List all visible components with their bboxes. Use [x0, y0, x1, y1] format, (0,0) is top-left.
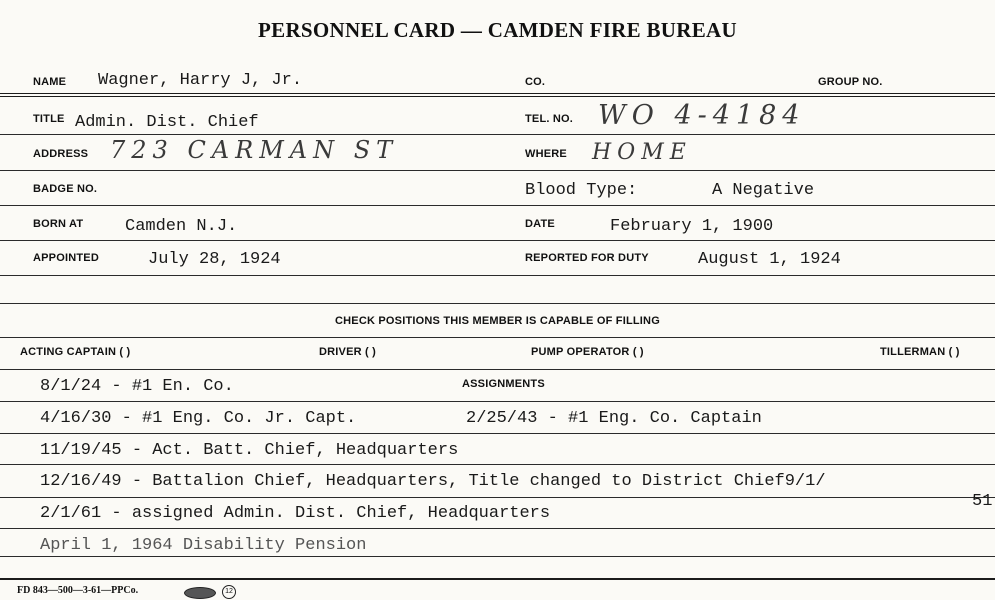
birth-date-value: February 1, 1900	[610, 217, 774, 236]
rule	[0, 275, 995, 276]
born-at-value: Camden N.J.	[125, 217, 238, 236]
printer-logo-icon	[184, 587, 216, 599]
where-value: HOME	[592, 140, 692, 165]
blood-type-label: Blood Type:	[525, 181, 638, 200]
pump-operator-checkbox: PUMP OPERATOR ( )	[531, 346, 644, 358]
badge-no-label: BADGE NO.	[33, 183, 98, 195]
rule	[0, 401, 995, 402]
blood-type-value: A Negative	[712, 181, 815, 200]
rule	[0, 134, 995, 135]
assignment-entry: 11/19/45 - Act. Batt. Chief, Headquarters	[40, 441, 459, 460]
rule	[0, 240, 995, 241]
reported-for-duty-label: REPORTED FOR DUTY	[525, 252, 649, 264]
title-value: Admin. Dist. Chief	[75, 113, 259, 132]
rule	[0, 170, 995, 171]
co-label: CO.	[525, 76, 546, 88]
rule	[0, 578, 995, 580]
appointed-label: APPOINTED	[33, 252, 99, 264]
driver-checkbox: DRIVER ( )	[319, 346, 376, 358]
rule	[0, 93, 995, 94]
union-label-icon: 12	[222, 585, 236, 599]
rule	[0, 528, 995, 529]
rule	[0, 205, 995, 206]
where-label: WHERE	[525, 148, 567, 160]
group-no-label: GROUP NO.	[818, 76, 883, 88]
rule	[0, 464, 995, 465]
acting-captain-checkbox: ACTING CAPTAIN ( )	[20, 346, 131, 358]
tillerman-checkbox: TILLERMAN ( )	[880, 346, 960, 358]
assignment-entry-continued: 51	[972, 492, 993, 511]
appointed-value: July 28, 1924	[148, 250, 281, 269]
name-value: Wagner, Harry J, Jr.	[98, 71, 303, 90]
reported-for-duty-value: August 1, 1924	[698, 250, 841, 269]
born-at-label: BORN AT	[33, 218, 84, 230]
rule	[0, 369, 995, 370]
rule	[0, 497, 995, 498]
address-label: ADDRESS	[33, 148, 89, 160]
rule	[0, 337, 995, 338]
assignment-entry: 2/25/43 - #1 Eng. Co. Captain	[466, 409, 762, 428]
date-label: DATE	[525, 218, 555, 230]
assignment-entry: 12/16/49 - Battalion Chief, Headquarters, Title changed to District Chief9/1/	[40, 472, 826, 491]
rule	[0, 303, 995, 304]
name-label: NAME	[33, 76, 67, 88]
address-value: 723 CARMAN ST	[110, 136, 399, 164]
card-title: PERSONNEL CARD — CAMDEN FIRE BUREAU	[258, 18, 737, 42]
rule	[0, 433, 995, 434]
assignment-entry: 2/1/61 - assigned Admin. Dist. Chief, Headquarters	[40, 504, 551, 523]
rule	[0, 556, 995, 557]
form-code: FD 843—500—3-61—PPCo.	[17, 585, 139, 596]
tel-no-value: WO 4-4184	[598, 100, 806, 131]
assignment-entry: 8/1/24 - #1 En. Co.	[40, 377, 234, 396]
check-positions-heading: CHECK POSITIONS THIS MEMBER IS CAPABLE OF FILLING	[335, 315, 660, 327]
assignments-heading: ASSIGNMENTS	[462, 378, 545, 390]
tel-no-label: TEL. NO.	[525, 113, 574, 125]
title-label: TITLE	[33, 113, 65, 125]
assignment-entry: April 1, 1964 Disability Pension	[40, 536, 367, 555]
assignment-entry: 4/16/30 - #1 Eng. Co. Jr. Capt.	[40, 409, 357, 428]
